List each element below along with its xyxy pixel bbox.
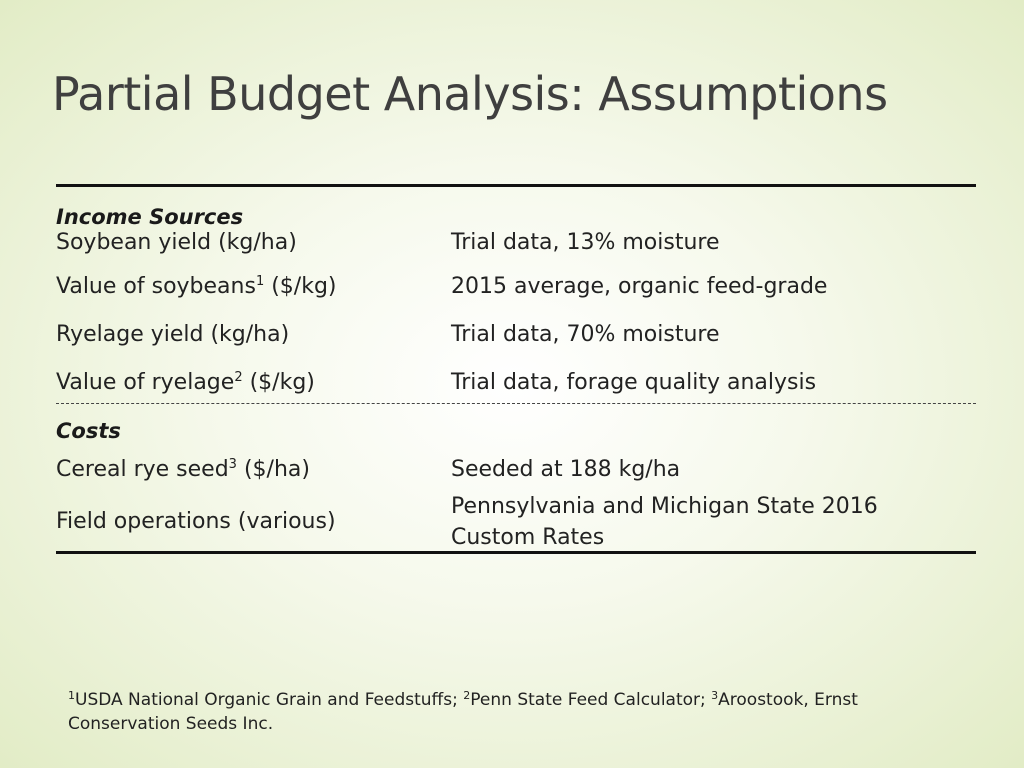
footnote-marker: 2	[463, 689, 471, 702]
table-row	[56, 322, 976, 370]
row-label: Field operations (various)	[56, 509, 336, 534]
row-label-text: Value of ryelage	[56, 370, 235, 395]
row-value: 2015 average, organic feed-grade	[451, 274, 828, 299]
footnote-ref: 1	[255, 274, 265, 289]
income-sources-heading: Income Sources	[56, 205, 244, 229]
footnote-marker: 3	[711, 689, 719, 702]
footnote-line: Conservation Seeds Inc.	[68, 714, 274, 734]
table-row	[56, 230, 976, 274]
footnote	[68, 688, 988, 736]
row-label: Soybean yield (kg/ha)	[56, 230, 297, 255]
slide-title: Partial Budget Analysis: Assumptions	[52, 67, 888, 121]
footnote-text: USDA National Organic Grain and Feedstuffs;	[75, 690, 464, 710]
row-label	[56, 274, 451, 322]
costs-heading: Costs	[56, 419, 121, 443]
row-label-unit: ($/kg)	[264, 274, 337, 299]
row-value	[451, 491, 976, 553]
row-label-unit: ($/kg)	[242, 370, 315, 395]
row-label-text: Value of soybeans	[56, 274, 256, 299]
row-label-text: Cereal rye seed	[56, 457, 229, 482]
footnote-ref: 2	[234, 370, 243, 385]
row-value: Trial data, forage quality analysis	[451, 370, 817, 395]
assumptions-table	[56, 184, 976, 554]
table-row	[56, 493, 976, 551]
row-value: Seeded at 188 kg/ha	[451, 457, 681, 482]
row-value-line: Pennsylvania and Michigan State 2016	[451, 494, 878, 519]
footnote-line	[68, 688, 988, 712]
row-label: Ryelage yield (kg/ha)	[56, 322, 290, 347]
row-value: Trial data, 70% moisture	[451, 322, 720, 347]
row-label	[56, 457, 451, 483]
footnote-text: Penn State Feed Calculator;	[470, 690, 712, 710]
table-row	[56, 274, 976, 322]
row-label	[56, 370, 451, 396]
table-row	[56, 370, 976, 403]
footnote-ref: 3	[228, 457, 237, 472]
row-value-line: Custom Rates	[451, 525, 605, 550]
row-value: Trial data, 13% moisture	[451, 230, 720, 255]
table-row	[56, 457, 976, 483]
footnote-marker: 1	[68, 689, 75, 702]
row-label-unit: ($/ha)	[236, 457, 310, 482]
footnote-text: Aroostook, Ernst	[718, 690, 858, 710]
